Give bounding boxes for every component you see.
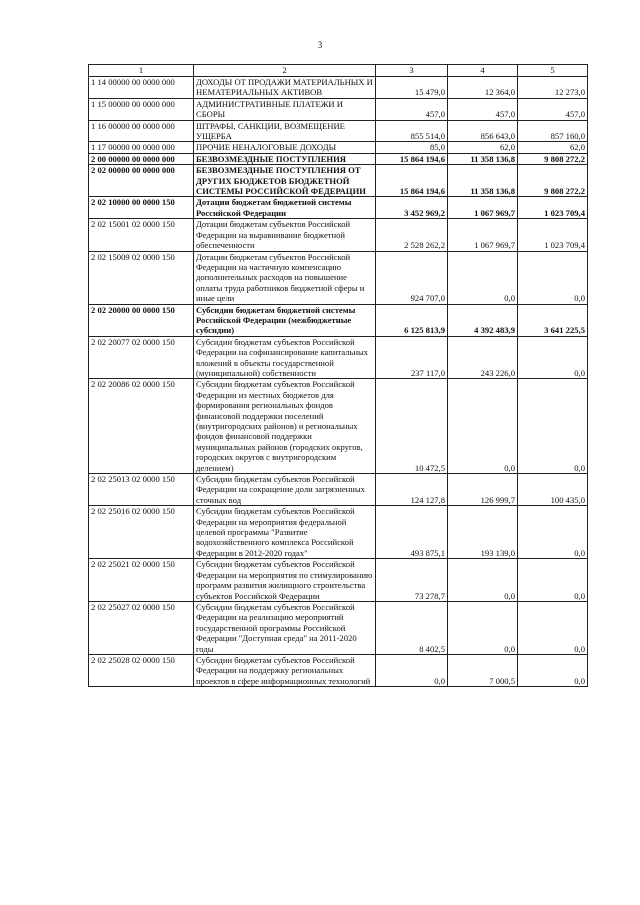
table-row: [89, 165, 588, 197]
budget-code-cell: 2 02 25027 02 0000 150: [89, 601, 194, 654]
value-col5-cell: 3 641 225,5: [518, 304, 588, 336]
budget-code-cell: 1 15 00000 00 0000 000: [89, 98, 194, 120]
value-col3-cell: 10 472,5: [376, 379, 448, 474]
revenue-name-cell: БЕЗВОЗМЕЗДНЫЕ ПОСТУПЛЕНИЯ: [194, 153, 376, 164]
table-row: [89, 601, 588, 654]
value-col5-cell: 1 023 709,4: [518, 197, 588, 219]
value-col5-cell: 0,0: [518, 601, 588, 654]
table-row: [89, 98, 588, 120]
value-col5-cell: 0,0: [518, 336, 588, 379]
value-col3-cell: 237 117,0: [376, 336, 448, 379]
revenue-name-cell: Субсидии бюджетам субъектов Российской Федерации на мероприятия по стимулированию программ развития жилищного строительства субъектов Российской Федерации: [194, 559, 376, 602]
value-col3-cell: 15 479,0: [376, 77, 448, 99]
table-row: [89, 336, 588, 379]
value-col5-cell: 100 435,0: [518, 474, 588, 506]
revenue-name-cell: Субсидии бюджетам субъектов Российской Федерации на реализацию мероприятий государственной программы Российской Федерации "Доступная среда" на 2011-2020 годы: [194, 601, 376, 654]
revenue-name-cell: Субсидии бюджетам бюджетной системы Российской Федерации (межбюджетные субсидии): [194, 304, 376, 336]
value-col4-cell: 243 226,0: [448, 336, 518, 379]
value-col4-cell: 0,0: [448, 251, 518, 304]
table-row: [89, 120, 588, 142]
value-col4-cell: 1 067 969,7: [448, 219, 518, 251]
value-col3-cell: 3 452 969,2: [376, 197, 448, 219]
revenue-name-cell: Субсидии бюджетам субъектов Российской Федерации на софинансирование капитальных вложений в объекты государственной (муниципальной) собственности: [194, 336, 376, 379]
revenue-name-cell: БЕЗВОЗМЕЗДНЫЕ ПОСТУПЛЕНИЯ ОТ ДРУГИХ БЮДЖЕТОВ БЮДЖЕТНОЙ СИСТЕМЫ РОССИЙСКОЙ ФЕДЕРАЦИИ: [194, 165, 376, 197]
revenue-name-cell: Субсидии бюджетам субъектов Российской Федерации на сокращение доли загрязненных сточных вод: [194, 474, 376, 506]
budget-code-cell: 1 16 00000 00 0000 000: [89, 120, 194, 142]
table-row: [89, 506, 588, 559]
revenue-name-cell: ДОХОДЫ ОТ ПРОДАЖИ МАТЕРИАЛЬНЫХ И НЕМАТЕРИАЛЬНЫХ АКТИВОВ: [194, 77, 376, 99]
value-col4-cell: 856 643,0: [448, 120, 518, 142]
value-col4-cell: 0,0: [448, 601, 518, 654]
value-col4-cell: 457,0: [448, 98, 518, 120]
value-col5-cell: 0,0: [518, 379, 588, 474]
table-row: [89, 379, 588, 474]
budget-code-cell: 2 02 20077 02 0000 150: [89, 336, 194, 379]
value-col3-cell: 924 707,0: [376, 251, 448, 304]
column-header-4: 4: [448, 65, 518, 77]
table-row: [89, 142, 588, 153]
budget-revenue-table: [88, 64, 588, 687]
budget-code-cell: 2 02 25021 02 0000 150: [89, 559, 194, 602]
revenue-name-cell: Дотации бюджетам субъектов Российской Федерации на частичную компенсацию дополнительных расходов на повышение оплаты труда работников бюджетной сферы и иные цели: [194, 251, 376, 304]
value-col3-cell: 6 125 813,9: [376, 304, 448, 336]
value-col3-cell: 855 514,0: [376, 120, 448, 142]
value-col4-cell: 7 000,5: [448, 654, 518, 686]
column-header-5: 5: [518, 65, 588, 77]
budget-code-cell: 2 02 15001 02 0000 150: [89, 219, 194, 251]
value-col4-cell: 0,0: [448, 559, 518, 602]
value-col3-cell: 8 402,5: [376, 601, 448, 654]
revenue-name-cell: Субсидии бюджетам субъектов Российской Федерации на мероприятия федеральной целевой программы "Развитие водохозяйственного комплекса Российской Федерации в 2012-2020 годах": [194, 506, 376, 559]
table-row: [89, 559, 588, 602]
table-row: [89, 153, 588, 164]
value-col3-cell: 0,0: [376, 654, 448, 686]
value-col4-cell: 0,0: [448, 379, 518, 474]
value-col4-cell: 4 392 483,9: [448, 304, 518, 336]
value-col4-cell: 62,0: [448, 142, 518, 153]
budget-code-cell: 2 02 15009 02 0000 150: [89, 251, 194, 304]
value-col5-cell: 457,0: [518, 98, 588, 120]
revenue-name-cell: ПРОЧИЕ НЕНАЛОГОВЫЕ ДОХОДЫ: [194, 142, 376, 153]
table-row: [89, 77, 588, 99]
header-row: [89, 65, 588, 77]
table-row: [89, 304, 588, 336]
budget-code-cell: 2 02 20000 00 0000 150: [89, 304, 194, 336]
budget-code-cell: 2 02 20086 02 0000 150: [89, 379, 194, 474]
budget-code-cell: 2 00 00000 00 0000 000: [89, 153, 194, 164]
value-col3-cell: 457,0: [376, 98, 448, 120]
value-col3-cell: 85,0: [376, 142, 448, 153]
value-col4-cell: 11 358 136,8: [448, 165, 518, 197]
revenue-name-cell: Субсидии бюджетам субъектов Российской Федерации из местных бюджетов для формирования региональных фондов финансовой поддержки поселений (внутригородских районов) и региональных фондов финансовой поддержки муниципальных районов (городских округов, городских округов с внутригородским делением): [194, 379, 376, 474]
table-row: [89, 219, 588, 251]
value-col3-cell: 493 875,1: [376, 506, 448, 559]
column-header-2: 2: [194, 65, 376, 77]
value-col3-cell: 2 528 262,2: [376, 219, 448, 251]
budget-code-cell: 2 02 25016 02 0000 150: [89, 506, 194, 559]
revenue-name-cell: Дотации бюджетам бюджетной системы Российской Федерации: [194, 197, 376, 219]
value-col5-cell: 62,0: [518, 142, 588, 153]
revenue-name-cell: Субсидии бюджетам субъектов Российской Федерации на поддержку региональных проектов в сфере информационных технологий: [194, 654, 376, 686]
value-col4-cell: 12 364,0: [448, 77, 518, 99]
value-col3-cell: 15 864 194,6: [376, 165, 448, 197]
revenue-name-cell: ШТРАФЫ, САНКЦИИ, ВОЗМЕЩЕНИЕ УЩЕРБА: [194, 120, 376, 142]
table-body: [89, 77, 588, 687]
budget-code-cell: 1 14 00000 00 0000 000: [89, 77, 194, 99]
value-col4-cell: 1 067 969,7: [448, 197, 518, 219]
value-col3-cell: 73 278,7: [376, 559, 448, 602]
value-col4-cell: 11 358 136,8: [448, 153, 518, 164]
value-col5-cell: 0,0: [518, 559, 588, 602]
budget-code-cell: 1 17 00000 00 0000 000: [89, 142, 194, 153]
page-number: 3: [317, 40, 323, 50]
budget-code-cell: 2 02 25013 02 0000 150: [89, 474, 194, 506]
value-col3-cell: 15 864 194,6: [376, 153, 448, 164]
value-col5-cell: 0,0: [518, 654, 588, 686]
value-col3-cell: 124 127,8: [376, 474, 448, 506]
column-header-1: 1: [89, 65, 194, 77]
table-row: [89, 251, 588, 304]
table-row: [89, 474, 588, 506]
budget-code-cell: 2 02 25028 02 0000 150: [89, 654, 194, 686]
value-col5-cell: 0,0: [518, 251, 588, 304]
value-col5-cell: 9 808 272,2: [518, 165, 588, 197]
budget-code-cell: 2 02 10000 00 0000 150: [89, 197, 194, 219]
value-col5-cell: 1 023 709,4: [518, 219, 588, 251]
revenue-name-cell: Дотации бюджетам субъектов Российской Федерации на выравнивание бюджетной обеспеченности: [194, 219, 376, 251]
budget-code-cell: 2 02 00000 00 0000 000: [89, 165, 194, 197]
value-col5-cell: 12 273,0: [518, 77, 588, 99]
revenue-name-cell: АДМИНИСТРАТИВНЫЕ ПЛАТЕЖИ И СБОРЫ: [194, 98, 376, 120]
table-row: [89, 197, 588, 219]
column-header-3: 3: [376, 65, 448, 77]
value-col5-cell: 857 160,0: [518, 120, 588, 142]
value-col5-cell: 0,0: [518, 506, 588, 559]
value-col4-cell: 193 139,0: [448, 506, 518, 559]
value-col5-cell: 9 808 272,2: [518, 153, 588, 164]
value-col4-cell: 126 999,7: [448, 474, 518, 506]
table-row: [89, 654, 588, 686]
